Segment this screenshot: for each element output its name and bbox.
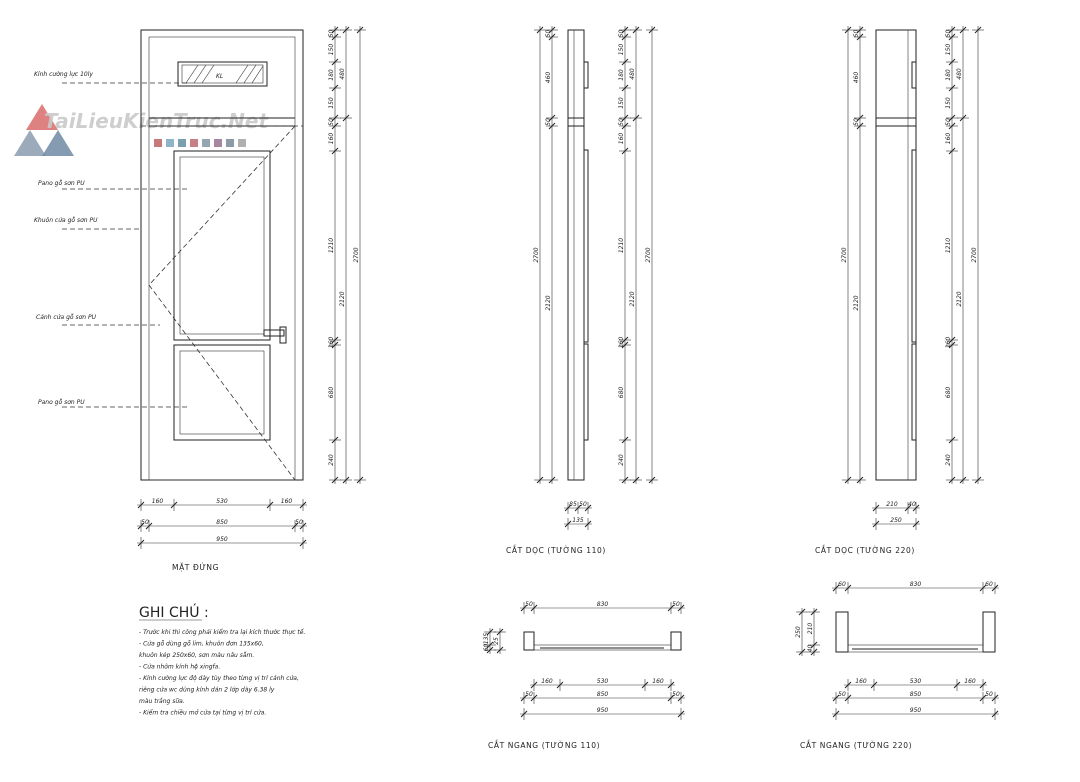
label-pano-bottom: Pano gỗ sơn PU	[38, 399, 85, 406]
dim-label: 210	[807, 622, 814, 635]
dim-label: 2120	[853, 295, 860, 311]
dim-label: 2120	[956, 291, 963, 307]
dim-label: 950	[909, 707, 922, 714]
dim-label: 85	[569, 501, 577, 508]
dim-label: 2700	[645, 247, 652, 263]
section-220-title: CẮT DỌC (TƯỜNG 220)	[815, 546, 915, 555]
dim-label: 240	[618, 454, 625, 466]
dim-label: 1210	[945, 237, 952, 254]
elevation-dims-bottom	[137, 498, 307, 549]
watermark-swatch	[226, 139, 234, 147]
dim-label: 2700	[841, 247, 848, 263]
dim-label: 25	[493, 637, 500, 645]
dim-label: 460	[545, 71, 552, 84]
watermark-swatch	[154, 139, 162, 147]
dim-label: 210	[886, 501, 898, 508]
note-line: - Kiểm tra chiều mở cửa tại từng vị trí cửa.	[139, 709, 267, 717]
dim-label: 50	[985, 691, 993, 698]
watermark-swatch	[214, 139, 222, 147]
note-line: khuôn kép 250x60, sơn màu nâu sẫm.	[139, 652, 255, 659]
dim-label: 1210	[618, 237, 625, 254]
dim-label: 530	[216, 498, 228, 505]
dim-label: 830	[596, 601, 609, 608]
dim-label: 150	[618, 97, 625, 109]
watermark-logo	[14, 104, 269, 156]
watermark-swatch	[178, 139, 186, 147]
upper-pano	[174, 151, 270, 340]
dim-label: 60	[838, 581, 846, 588]
dim-label: 50	[545, 118, 552, 126]
dim-label: 50	[838, 691, 846, 698]
dim-label: 50	[672, 601, 680, 608]
label-leaf: Cánh cửa gỗ sơn PU	[36, 314, 96, 321]
door-outer-frame	[141, 30, 303, 480]
watermark-text: TaiLieuKienTruc.Net	[44, 109, 269, 133]
section-220-frame	[876, 30, 916, 480]
note-line: - Trước khi thi công phải kiểm tra lại kích thước thực tế.	[139, 629, 306, 636]
dim-label: 50	[853, 118, 860, 126]
section-110-title: CẮT DỌC (TƯỜNG 110)	[506, 546, 606, 555]
plan-220-title: CẮT NGANG (TƯỜNG 220)	[800, 741, 913, 750]
watermark-swatch	[190, 139, 198, 147]
dim-label: 160	[280, 498, 293, 505]
dim-label: 150	[328, 43, 335, 56]
elevation-view	[34, 26, 366, 572]
note-line: - Kính cường lực độ dày tùy theo từng vị trí cánh cửa,	[139, 675, 299, 682]
elevation-dims-right	[328, 26, 366, 484]
dim-label: 160	[964, 678, 976, 685]
note-line: - Cửa nhôm kính hệ xingfa.	[139, 663, 221, 671]
dim-label: 2120	[545, 295, 552, 311]
dim-label: 160	[855, 678, 867, 685]
elevation-title: MẶT ĐỨNG	[172, 563, 220, 572]
dim-label: 160	[652, 678, 664, 685]
dim-label: 950	[216, 536, 228, 543]
dim-label: 50	[945, 29, 952, 38]
dim-label: 60	[483, 643, 490, 652]
dim-label: 60	[985, 581, 993, 588]
dim-label: 50	[328, 118, 335, 126]
dim-label: 50	[853, 29, 860, 38]
dim-label: 680	[945, 386, 952, 399]
plan-110-title: CẮT NGANG (TƯỜNG 110)	[488, 741, 601, 750]
dim-label: 50	[295, 519, 303, 526]
watermark-swatch	[202, 139, 210, 147]
dim-label: 480	[956, 68, 963, 80]
dim-label: 40	[807, 644, 814, 653]
dim-label: 850	[909, 691, 922, 698]
notes-lines	[139, 629, 305, 717]
dim-label: 680	[618, 386, 625, 399]
dim-label: 850	[216, 519, 228, 526]
watermark-swatches	[154, 139, 246, 147]
plan-220-dims	[795, 581, 999, 720]
section-110-view	[506, 26, 658, 555]
note-line: màu trắng sữa.	[139, 698, 185, 705]
dim-label: 850	[596, 691, 609, 698]
section-110-frame	[568, 30, 584, 480]
dim-label: 50	[579, 501, 587, 508]
note-line: - Cửa gỗ dùng gỗ lim, khuôn đơn 135x60,	[139, 640, 264, 648]
dim-label: 150	[945, 43, 952, 56]
dim-label: 150	[328, 97, 335, 109]
door-inner-frame	[149, 37, 295, 480]
dim-label: 530	[596, 678, 609, 685]
dim-label: 530	[909, 678, 922, 685]
note-line: riêng cửa wc dùng kính dán 2 lớp dày 6.38 ly	[139, 686, 275, 694]
dim-label: 160	[328, 132, 335, 145]
dim-label: 2120	[339, 291, 346, 307]
dim-label: 480	[629, 68, 636, 80]
dim-label: 830	[909, 581, 922, 588]
dim-label: 50	[618, 118, 625, 126]
dim-label: 150	[945, 97, 952, 109]
plan-110-view	[483, 601, 685, 750]
dim-label: 150	[618, 43, 625, 56]
dim-label: 2700	[353, 247, 360, 263]
dim-label: 480	[339, 68, 346, 80]
dim-label: 240	[945, 454, 952, 466]
notes-block	[139, 603, 305, 717]
dim-label: 250	[890, 517, 902, 524]
lower-pano	[174, 345, 270, 440]
dim-label: 180	[618, 69, 625, 81]
section-220-view	[815, 26, 984, 555]
dim-label: 160	[151, 498, 164, 505]
section-110-dims	[533, 26, 658, 530]
dim-label: 160	[541, 678, 553, 685]
dim-label: 250	[795, 626, 802, 638]
dim-label: 2700	[533, 247, 540, 263]
dim-label: 50	[672, 691, 680, 698]
dim-label: 160	[328, 336, 335, 349]
label-frame: Khuôn cửa gỗ sơn PU	[34, 217, 98, 224]
dim-label: 160	[618, 336, 625, 349]
watermark-swatch	[238, 139, 246, 147]
plan-110-dims	[483, 601, 685, 720]
dim-label: 160	[618, 132, 625, 145]
dim-label: 50	[328, 29, 335, 38]
dim-label: 950	[596, 707, 609, 714]
dim-label: 50	[545, 29, 552, 38]
dim-label: 50	[618, 29, 625, 38]
dim-label: 180	[328, 69, 335, 81]
dim-label: 135	[572, 517, 584, 524]
glass-hatch	[186, 65, 263, 83]
dim-label: 2700	[971, 247, 978, 263]
watermark-swatch	[166, 139, 174, 147]
dim-label: 180	[945, 69, 952, 81]
dim-label: 135	[483, 632, 490, 645]
kl-mark: KL	[216, 73, 224, 80]
dim-label: 50	[525, 691, 533, 698]
dim-label: 50	[525, 601, 533, 608]
dim-label: 2120	[629, 291, 636, 307]
notes-title: GHI CHÚ :	[139, 605, 209, 621]
dim-label: 460	[853, 71, 860, 84]
dim-label: 240	[328, 454, 335, 466]
dim-label: 1210	[328, 237, 335, 254]
dim-label: 680	[328, 386, 335, 399]
dim-label: 40	[908, 501, 916, 508]
label-glass: Kính cường lực 10ly	[34, 71, 93, 78]
dim-label: 160	[945, 132, 952, 145]
dim-label: 50	[141, 519, 149, 526]
label-pano-top: Pano gỗ sơn PU	[38, 180, 85, 187]
dim-label: 50	[945, 118, 952, 126]
dim-label: 160	[945, 336, 952, 349]
door-handle	[264, 327, 286, 343]
plan-220-view	[795, 581, 999, 750]
